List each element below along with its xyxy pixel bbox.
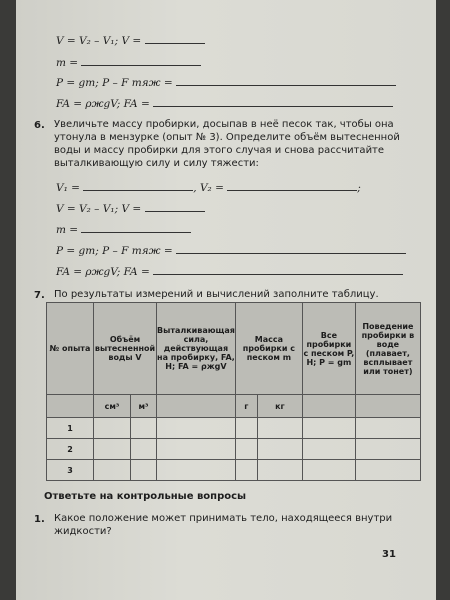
table-row [47, 460, 421, 481]
row-number: 2 [47, 439, 94, 460]
unit-g: г [235, 395, 257, 418]
question1-text: Какое положение может принимать тело, находящееся внутри жидкости? [54, 513, 393, 537]
task6-text: Увеличьте массу пробирки, досыпав в неё песок так, чтобы она утонула в мензурке (опыт № 3). Определите объём вытесненной воды и массу пробирки для этого случая и снова рассчитайте выталкивающую силу и силу тяжести: [54, 119, 400, 169]
control-questions-heading: Ответьте на контрольные вопросы [44, 491, 247, 502]
table-row [47, 418, 421, 439]
task6-number: 6. [34, 120, 45, 131]
header-displaced-volume: Объём вытесненной воды V [94, 303, 157, 395]
formula-archimedes: FA = ρжgV; FA = [56, 97, 393, 110]
header-behavior: Поведение пробирки в воде (плавает, всплывает или тонет) [355, 303, 420, 395]
workbook-page [16, 0, 436, 600]
task7-text: По результаты измерений и вычислений заполните таблицу. [54, 289, 379, 300]
task7-number: 7. [34, 290, 45, 301]
header-buoyant-force: Выталкивающая сила, действующая на пробирку, FA, Н; FA = ρжgV [157, 303, 236, 395]
task6-formula-archimedes: FA = ρжgV; FA = [56, 265, 403, 278]
task6-formula-volume: V = V₂ – V₁; V = [56, 202, 205, 215]
formula-weight: P = gm; P – F тяж = [56, 76, 396, 89]
unit-kg: кг [257, 395, 302, 418]
header-experiment-number: № опыта [47, 303, 94, 395]
formula-mass: m = [56, 56, 201, 69]
formula-volume: V = V₂ – V₁; V = [56, 34, 205, 47]
task6-formula-v1v2: V₁ = , V₂ = ; [56, 182, 361, 194]
row-number: 3 [47, 460, 94, 481]
row-number: 1 [47, 418, 94, 439]
results-table [46, 302, 421, 481]
unit-m3: м³ [131, 395, 157, 418]
task6-formula-weight: P = gm; P – F тяж = [56, 244, 406, 257]
question1-number: 1. [34, 514, 45, 525]
header-mass: Масса пробирки с песком m [235, 303, 302, 395]
task6-formula-mass: m = [56, 223, 191, 236]
page-number: 31 [382, 549, 396, 560]
table-row [47, 439, 421, 460]
units-row [47, 395, 421, 418]
unit-cm3: см³ [94, 395, 131, 418]
header-weight: Все пробирки с песком P, Н; P = gm [302, 303, 355, 395]
